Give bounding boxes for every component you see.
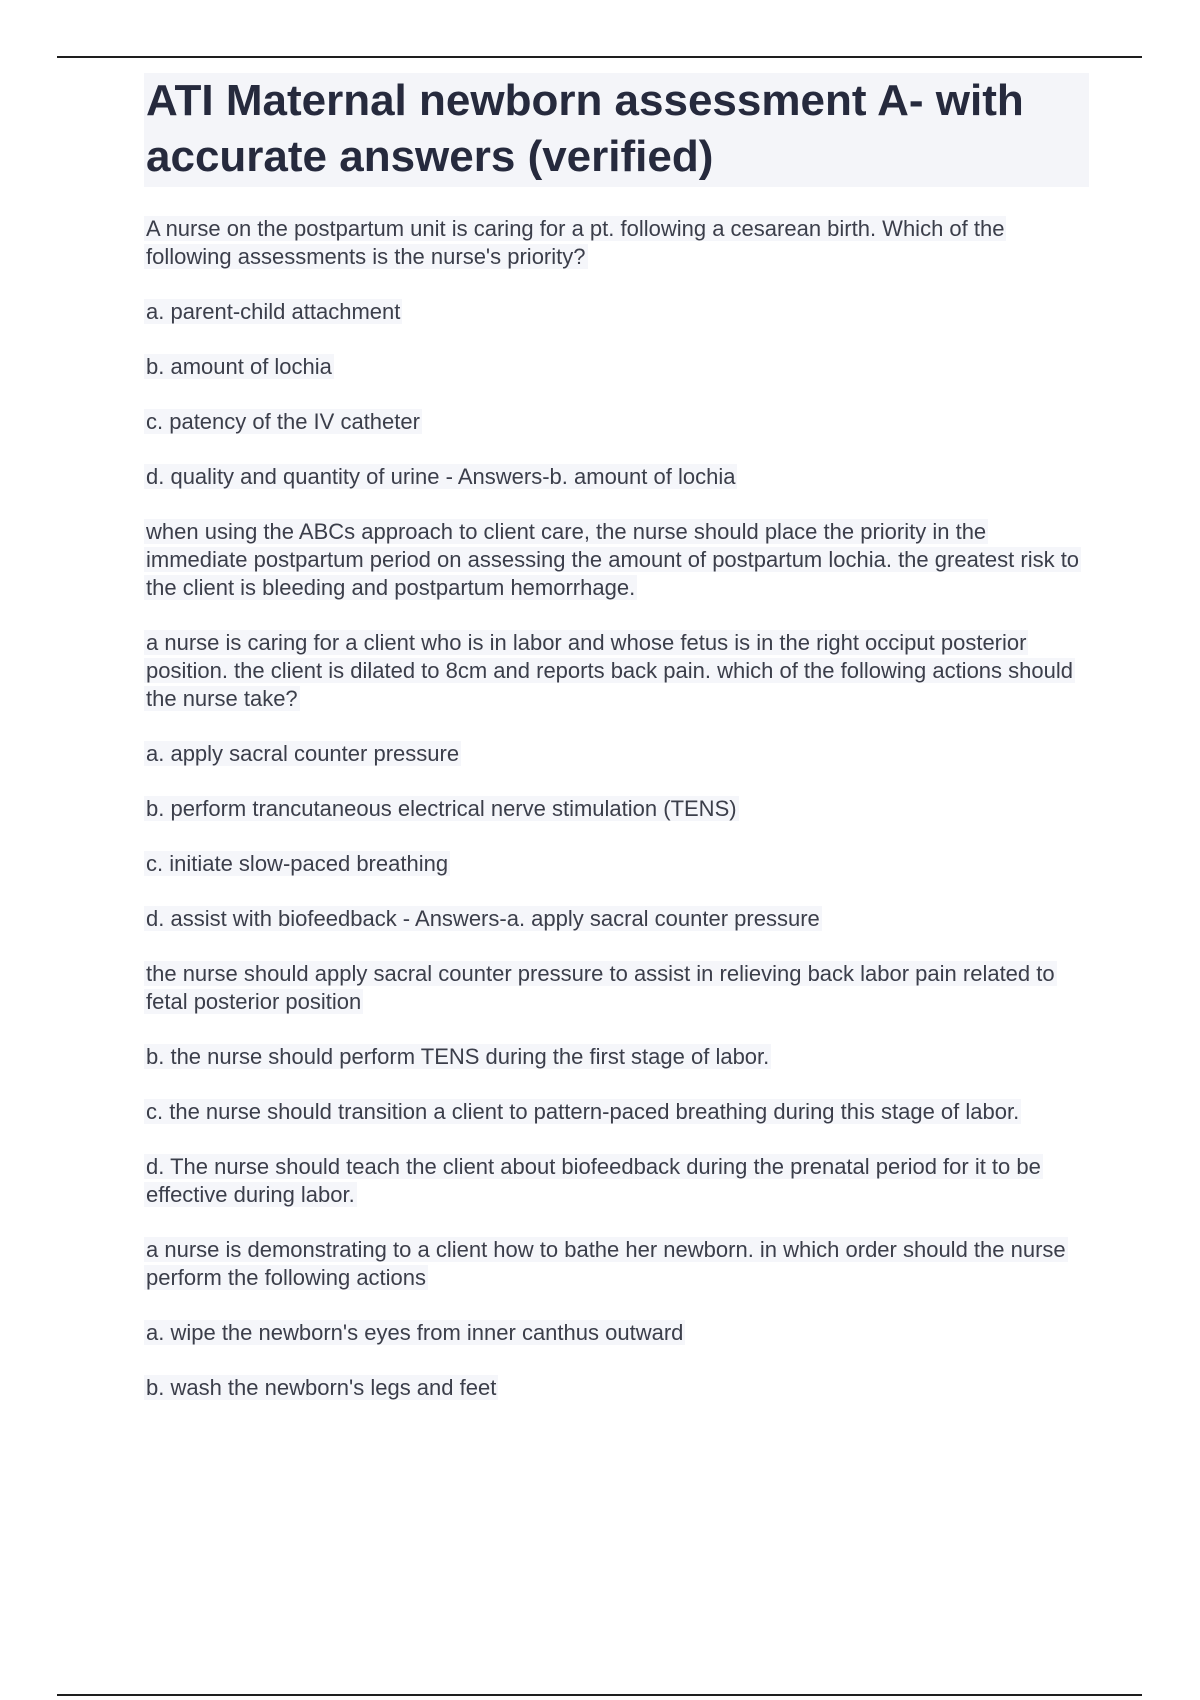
bottom-rule: [57, 1694, 1142, 1696]
question-3-option-a: a. wipe the newborn's eyes from inner canthus outward: [146, 1320, 684, 1345]
document-title: ATI Maternal newborn assessment A- with accurate answers (verified): [146, 76, 1024, 181]
question-2-option-a: a. apply sacral counter pressure: [146, 741, 460, 766]
question-2-rationale-d: d. The nurse should teach the client about biofeedback during the prenatal period for it to be effective during labor.: [146, 1154, 1041, 1207]
title-block: [144, 73, 1089, 187]
question-2-rationale-b: b. the nurse should perform TENS during the first stage of labor.: [146, 1044, 770, 1069]
question-3-stem: a nurse is demonstrating to a client how to bathe her newborn. in which order should the nurse perform the following actions: [146, 1237, 1066, 1290]
question-3-option-b: b. wash the newborn's legs and feet: [146, 1375, 497, 1400]
question-2-rationale: the nurse should apply sacral counter pressure to assist in relieving back labor pain related to fetal posterior position: [146, 961, 1055, 1014]
question-1-option-c: c. patency of the IV catheter: [146, 409, 420, 434]
question-1-stem: A nurse on the postpartum unit is caring for a pt. following a cesarean birth. Which of the following assessments is the nurse's priority?: [146, 216, 1005, 269]
question-1-rationale: when using the ABCs approach to client care, the nurse should place the priority in the immediate postpartum period on assessing the amount of postpartum lochia. the greatest risk to the client is bleeding and postpartum hemorrhage.: [146, 519, 1080, 600]
question-2-option-d-answer: d. assist with biofeedback - Answers-a. apply sacral counter pressure: [146, 906, 820, 931]
question-1-option-b: b. amount of lochia: [146, 354, 332, 379]
top-rule: [57, 56, 1142, 58]
question-1-option-a: a. parent-child attachment: [146, 299, 401, 324]
question-2-option-b: b. perform trancutaneous electrical nerve stimulation (TENS): [146, 796, 737, 821]
question-2-rationale-c: c. the nurse should transition a client to pattern-paced breathing during this stage of labor.: [146, 1099, 1020, 1124]
question-1-option-d-answer: d. quality and quantity of urine - Answers-b. amount of lochia: [146, 464, 736, 489]
question-2-option-c: c. initiate slow-paced breathing: [146, 851, 449, 876]
question-2-stem: a nurse is caring for a client who is in labor and whose fetus is in the right occiput posterior position. the client is dilated to 8cm and reports back pain. which of the following actions should the nurse take?: [146, 630, 1073, 711]
document-body: [144, 73, 1089, 1429]
